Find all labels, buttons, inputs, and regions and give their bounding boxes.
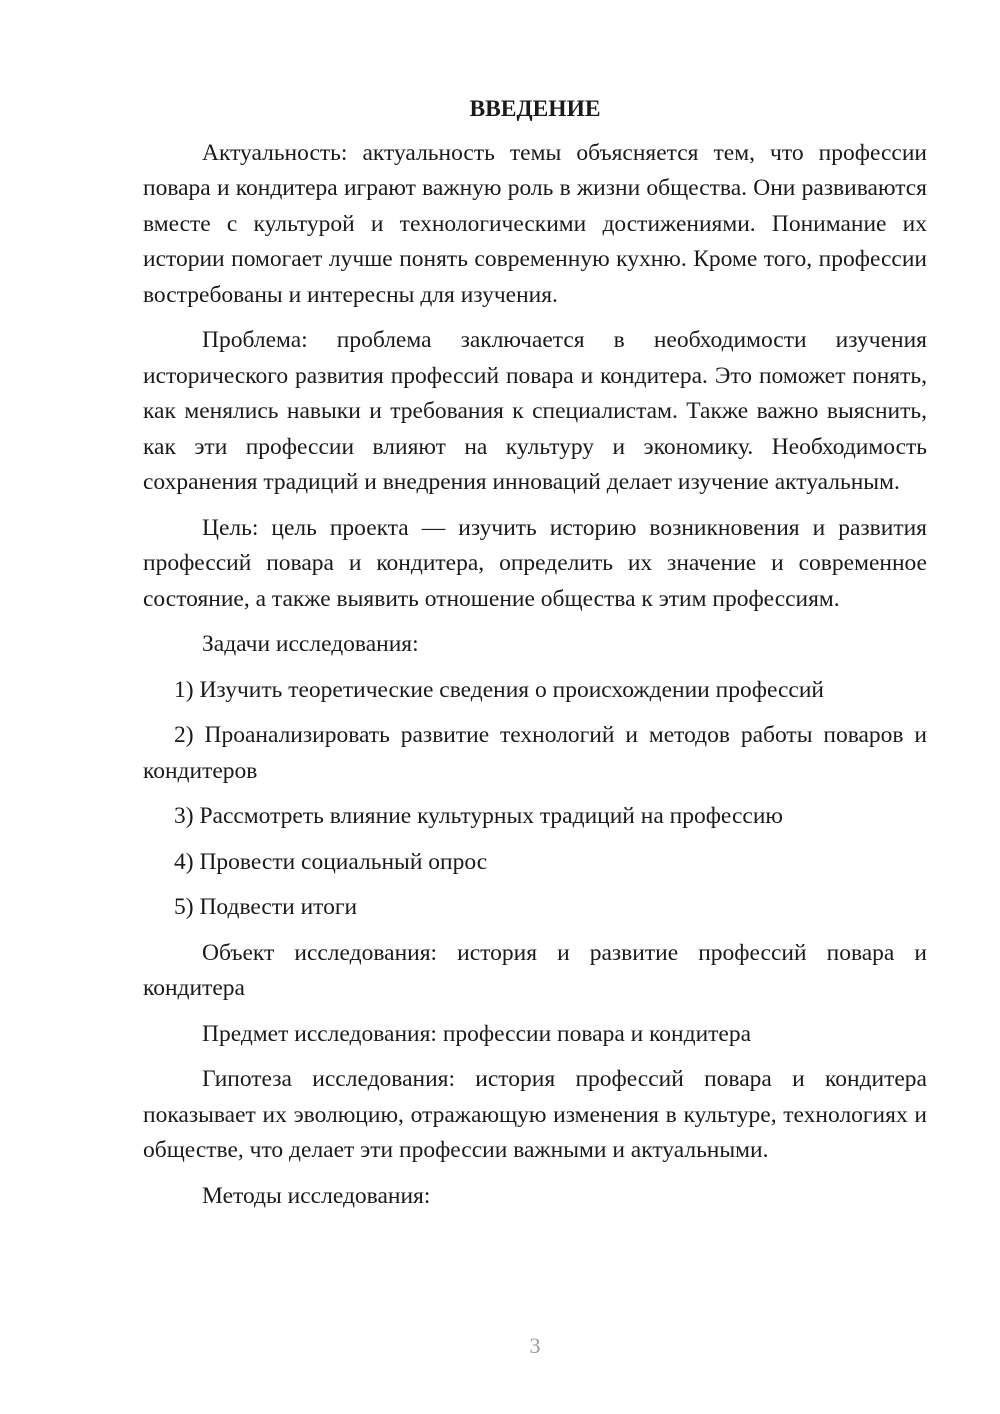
task-item-5: 5) Подвести итоги	[174, 894, 358, 920]
task-item-1: 1) Изучить теоретические сведения о происхождении профессий	[174, 676, 824, 703]
problem-paragraph: Проблема: проблема заключается в необходимости изучения исторического развития профессий повара и кондитера. Это поможет понять, как менялись навыки и требования к специалистам. Также важно выяснить, как эти профессии влияют на культуру и экономику. Необходимость сохранения традиций и внедрения инноваций делает изучение актуальным.	[143, 327, 927, 495]
task-item-3: 3) Рассмотреть влияние культурных традиций на профессию	[174, 803, 783, 829]
relevance-paragraph: Актуальность: актуальность темы объясняется тем, что профессии повара и кондитера играют важную роль в жизни общества. Они развиваются вместе с культурой и технологическими достижениями. Понимание их истории помогает лучше понять современную кухню. Кроме того, профессии востребованы и интересны для изучения.	[143, 139, 927, 308]
section-title: ВВЕДЕНИЕ	[469, 96, 601, 122]
methods-heading: Методы исследования:	[202, 1182, 431, 1209]
research-subject-paragraph: Предмет исследования: профессии повара и кондитера	[202, 1020, 752, 1047]
research-object-paragraph: Объект исследования: история и развитие профессий повара и кондитера	[143, 939, 927, 1001]
page-number: 3	[529, 1333, 541, 1358]
tasks-heading: Задачи исследования:	[202, 631, 419, 657]
goal-paragraph: Цель: цель проекта — изучить историю возникновения и развития профессий повара и кондитера, определить их значение и современное состояние, а также выявить отношение общества к этим профессиям.	[143, 514, 927, 612]
task-item-4: 4) Провести социальный опрос	[174, 848, 488, 875]
document-body	[143, 92, 927, 1224]
task-item-2: 2) Проанализировать развитие технологий и методов работы поваров и кондитеров	[143, 722, 927, 784]
hypothesis-paragraph: Гипотеза исследования: история профессий повара и кондитера показывает их эволюцию, отражающую изменения в культуре, технологиях и обществе, что делает эти профессии важными и актуальными.	[143, 1066, 927, 1163]
